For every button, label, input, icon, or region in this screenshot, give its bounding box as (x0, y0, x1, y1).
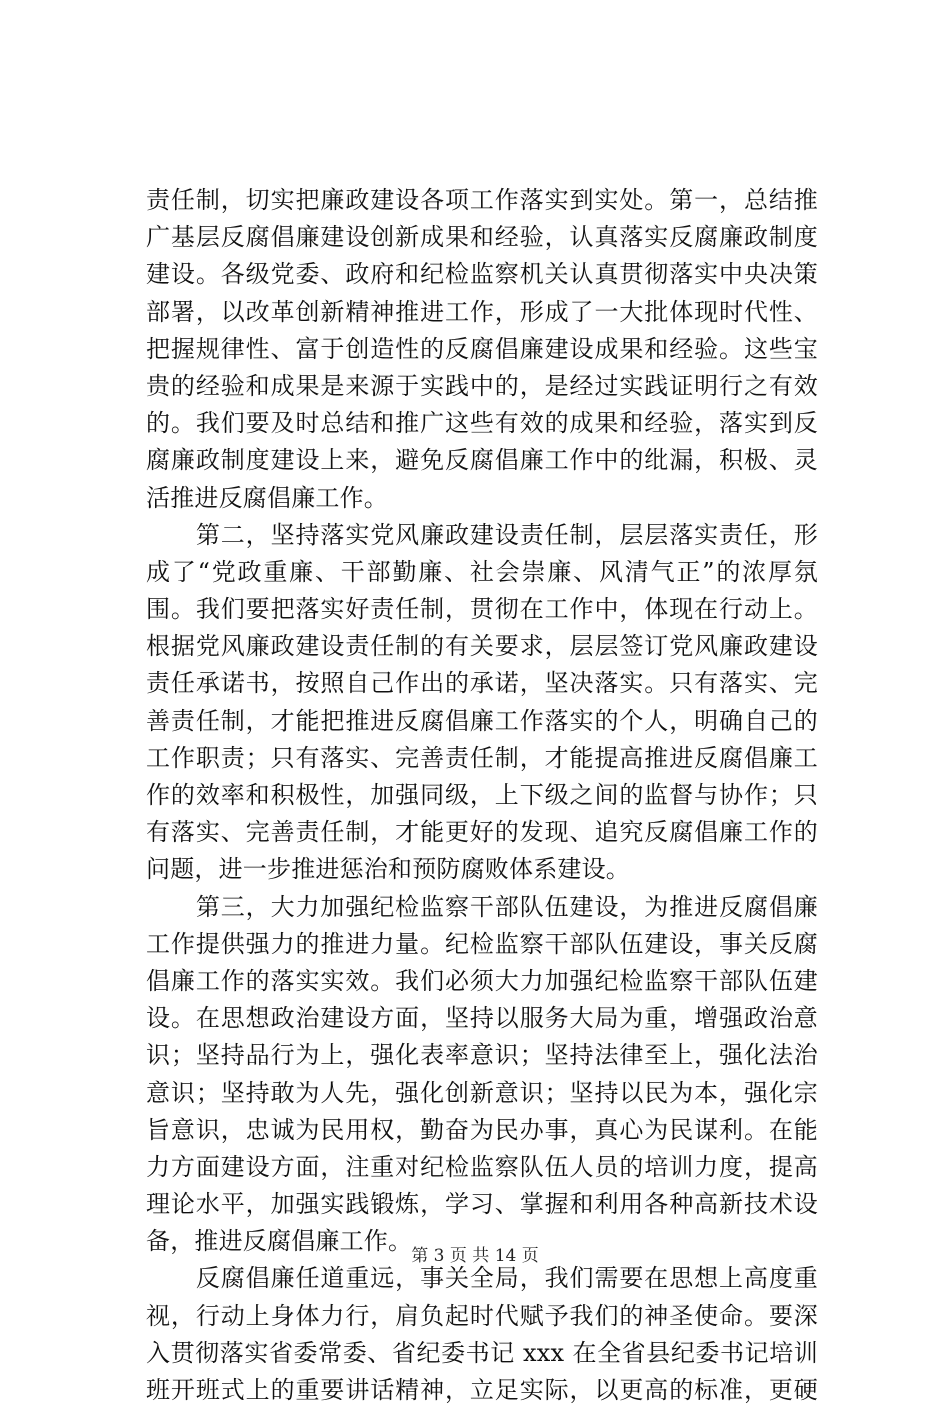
text-line: 把握规律性、富于创造性的反腐倡廉建设成果和经验。这些宝 (146, 334, 818, 363)
text-line: 部署，以改革创新精神推进工作，形成了一大批体现时代性、 (146, 297, 818, 326)
text-line: 第三，大力加强纪检监察干部队伍建设，为推进反腐倡廉 (146, 892, 818, 921)
text-line: 根据党风廉政建设责任制的有关要求，层层签订党风廉政建设 (146, 632, 818, 661)
text-line: 活推进反腐倡廉工作。 (146, 483, 388, 512)
text-line: 班开班式上的重要讲话精神，立足实际，以更高的标准，更硬 (146, 1376, 818, 1404)
text-line: 作的效率和积极性，加强同级，上下级之间的监督与协作；只 (146, 781, 818, 809)
text-line: 设。在思想政治建设方面，坚持以服务大局为重，增强政治意 (146, 1004, 818, 1033)
text-line: 旨意识，忠诚为民用权，勤奋为民办事，真心为民谋利。在能 (146, 1115, 818, 1144)
text-line: 贵的经验和成果是来源于实践中的，是经过实践证明行之有效 (146, 371, 818, 400)
text-line: 入贯彻落实省委常委、省纪委书记 xxx 在全省县纪委书记培训 (146, 1338, 818, 1367)
text-line: 广基层反腐倡廉建设创新成果和经验，认真落实反腐廉政制度 (146, 223, 818, 252)
text-line: 理论水平，加强实践锻炼，学习、掌握和利用各种高新技术设 (146, 1190, 818, 1219)
text-line: 工作提供强力的推进力量。纪检监察干部队伍建设，事关反腐 (146, 929, 818, 958)
text-line: 反腐倡廉任道重远，事关全局，我们需要在思想上高度重 (146, 1264, 818, 1293)
text-line: 力方面建设方面，注重对纪检监察队伍人员的培训力度，提高 (146, 1152, 818, 1181)
page-footer: 第 3 页 共 14 页 (411, 1246, 539, 1266)
text-line: 成了“党政重廉、干部勤廉、社会崇廉、风清气正”的浓厚氛 (146, 557, 818, 586)
text-line: 第二，坚持落实党风廉政建设责任制，层层落实责任，形 (146, 520, 818, 549)
text-line: 工作职责；只有落实、完善责任制，才能提高推进反腐倡廉工 (146, 743, 818, 772)
text-line: 倡廉工作的落实实效。我们必须大力加强纪检监察干部队伍建 (146, 966, 818, 995)
text-line: 建设。各级党委、政府和纪检监察机关认真贯彻落实中央决策 (146, 260, 818, 289)
text-line: 意识；坚持敢为人先，强化创新意识；坚持以民为本，强化宗 (146, 1078, 818, 1107)
text-line: 视，行动上身体力行，肩负起时代赋予我们的神圣使命。要深 (146, 1301, 818, 1330)
text-line: 善责任制，才能把推进反腐倡廉工作落实的个人，明确自己的 (146, 706, 818, 735)
text-line: 围。我们要把落实好责任制，贯彻在工作中，体现在行动上。 (146, 595, 818, 624)
text-line: 识；坚持品行为上，强化表率意识；坚持法律至上，强化法治 (146, 1041, 818, 1070)
text-line: 有落实、完善责任制，才能更好的发现、追究反腐倡廉工作的 (146, 818, 818, 847)
text-line: 问题，进一步推进惩治和预防腐败体系建设。 (146, 855, 630, 884)
document-body (146, 182, 818, 1409)
text-line: 责任承诺书，按照自己作出的承诺，坚决落实。只有落实、完 (146, 669, 818, 698)
text-line: 责任制，切实把廉政建设各项工作落实到实处。第一，总结推 (146, 186, 818, 214)
text-line: 的。我们要及时总结和推广这些有效的成果和经验，落实到反 (146, 409, 818, 438)
text-line: 备，推进反腐倡廉工作。 (146, 1227, 413, 1256)
text-line: 腐廉政制度建设上来，避免反腐倡廉工作中的纰漏，积极、灵 (146, 446, 818, 475)
